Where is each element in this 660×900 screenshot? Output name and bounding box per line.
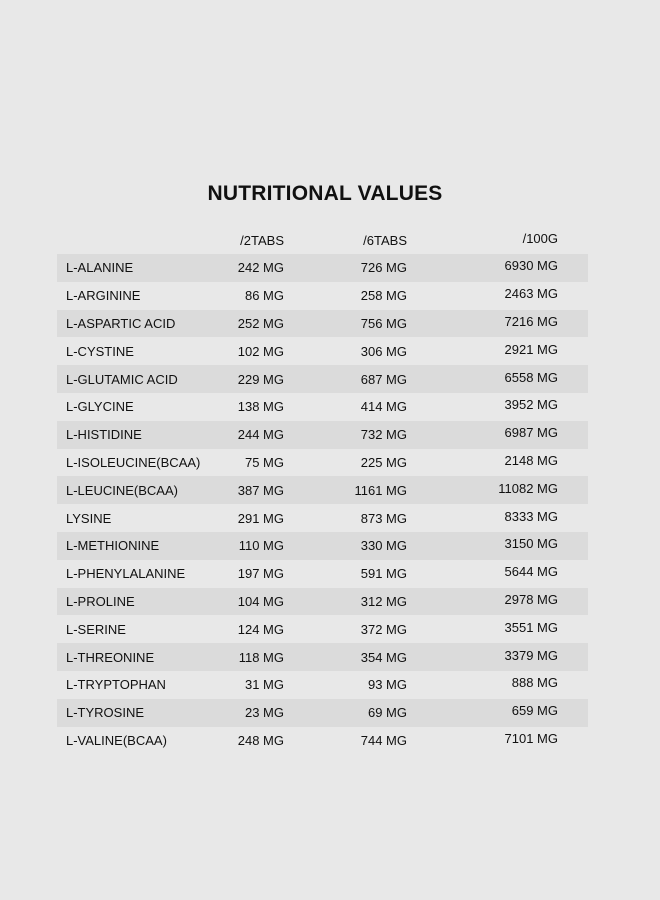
value-per-6-tabs: 69 MG xyxy=(367,705,407,721)
value-per-100g: 6558 MG xyxy=(504,369,558,385)
value-per-2-tabs: 252 MG xyxy=(237,315,284,331)
nutrient-name: L-GLYCINE xyxy=(66,399,134,415)
value-per-6-tabs: 687 MG xyxy=(360,371,407,387)
value-per-2-tabs: 31 MG xyxy=(244,677,284,693)
value-per-6-tabs: 258 MG xyxy=(360,288,407,304)
nutrient-name: L-ISOLEUCINE(BCAA) xyxy=(66,454,201,470)
value-per-6-tabs: 732 MG xyxy=(360,427,407,443)
nutrient-name: L-VALINE(BCAA) xyxy=(66,732,167,748)
nutrient-name: L-GLUTAMIC ACID xyxy=(66,371,178,387)
value-per-2-tabs: 248 MG xyxy=(237,732,284,748)
table-row xyxy=(57,699,588,727)
header-per-2-tabs: /2TABS xyxy=(240,232,284,248)
value-per-2-tabs: 23 MG xyxy=(244,705,284,721)
nutrition-table xyxy=(57,226,588,754)
value-per-100g: 7216 MG xyxy=(504,313,558,329)
nutrient-name: L-CYSTINE xyxy=(66,343,134,359)
page-title: NUTRITIONAL VALUES xyxy=(207,182,443,205)
nutrient-name: L-LEUCINE(BCAA) xyxy=(66,482,178,498)
value-per-2-tabs: 242 MG xyxy=(237,260,284,276)
table-row xyxy=(57,365,588,393)
table-row xyxy=(57,449,588,477)
table-body xyxy=(57,254,588,754)
value-per-6-tabs: 354 MG xyxy=(360,649,407,665)
nutrient-name: L-SERINE xyxy=(66,621,126,637)
table-row xyxy=(57,337,588,365)
header-per-100g: /100G xyxy=(522,230,558,246)
nutrient-name: L-THREONINE xyxy=(66,649,155,665)
nutrient-name: L-ASPARTIC ACID xyxy=(66,315,176,331)
nutrient-name: LYSINE xyxy=(66,510,112,526)
table-row xyxy=(57,421,588,449)
value-per-100g: 3551 MG xyxy=(504,619,558,635)
value-per-100g: 3379 MG xyxy=(504,647,558,663)
value-per-100g: 6987 MG xyxy=(504,425,558,441)
value-per-2-tabs: 197 MG xyxy=(237,566,284,582)
value-per-2-tabs: 75 MG xyxy=(244,454,284,470)
value-per-100g: 8333 MG xyxy=(504,508,558,524)
value-per-6-tabs: 312 MG xyxy=(360,593,407,609)
table-row xyxy=(57,588,588,616)
value-per-100g: 11082 MG xyxy=(498,480,558,496)
nutrient-name: L-ARGININE xyxy=(66,288,141,304)
value-per-100g: 5644 MG xyxy=(504,564,558,580)
value-per-100g: 888 MG xyxy=(511,675,558,691)
value-per-100g: 7101 MG xyxy=(504,730,558,746)
nutrient-name: L-TYROSINE xyxy=(66,705,145,721)
value-per-100g: 659 MG xyxy=(511,703,558,719)
value-per-100g: 2978 MG xyxy=(504,591,558,607)
value-per-6-tabs: 726 MG xyxy=(360,260,407,276)
table-row xyxy=(57,393,588,421)
table-row xyxy=(57,560,588,588)
value-per-6-tabs: 591 MG xyxy=(360,566,407,582)
value-per-6-tabs: 1161 MG xyxy=(354,482,407,498)
table-row xyxy=(57,727,588,755)
value-per-2-tabs: 102 MG xyxy=(237,343,284,359)
table-row xyxy=(57,310,588,338)
value-per-6-tabs: 414 MG xyxy=(360,399,407,415)
value-per-2-tabs: 118 MG xyxy=(238,649,284,665)
value-per-100g: 6930 MG xyxy=(504,258,558,274)
table-row xyxy=(57,643,588,671)
value-per-6-tabs: 873 MG xyxy=(360,510,407,526)
value-per-6-tabs: 744 MG xyxy=(360,732,407,748)
nutrient-name: L-HISTIDINE xyxy=(66,427,142,443)
value-per-2-tabs: 244 MG xyxy=(237,427,284,443)
value-per-2-tabs: 387 MG xyxy=(237,482,284,498)
header-per-6-tabs: /6TABS xyxy=(363,232,407,248)
value-per-100g: 2148 MG xyxy=(504,452,558,468)
value-per-6-tabs: 372 MG xyxy=(360,621,407,637)
value-per-2-tabs: 124 MG xyxy=(237,621,284,637)
table-row xyxy=(57,282,588,310)
table-row xyxy=(57,532,588,560)
value-per-2-tabs: 104 MG xyxy=(237,593,284,609)
value-per-2-tabs: 86 MG xyxy=(244,288,284,304)
nutrient-name: L-PHENYLALANINE xyxy=(66,566,186,582)
value-per-2-tabs: 291 MG xyxy=(237,510,284,526)
value-per-2-tabs: 229 MG xyxy=(237,371,284,387)
table-row xyxy=(57,476,588,504)
table-row xyxy=(57,615,588,643)
value-per-100g: 2921 MG xyxy=(504,341,558,357)
value-per-100g: 2463 MG xyxy=(504,286,558,302)
nutrient-name: L-ALANINE xyxy=(66,260,134,276)
table-header xyxy=(57,226,588,254)
nutrient-name: L-METHIONINE xyxy=(66,538,160,554)
value-per-2-tabs: 138 MG xyxy=(237,399,284,415)
value-per-6-tabs: 306 MG xyxy=(360,343,407,359)
table-row xyxy=(57,671,588,699)
nutrient-name: L-PROLINE xyxy=(66,593,135,609)
value-per-6-tabs: 225 MG xyxy=(360,454,407,470)
table-row xyxy=(57,504,588,532)
value-per-100g: 3150 MG xyxy=(504,536,558,552)
value-per-2-tabs: 110 MG xyxy=(238,538,284,554)
value-per-6-tabs: 330 MG xyxy=(360,538,407,554)
table-row xyxy=(57,254,588,282)
value-per-6-tabs: 756 MG xyxy=(360,315,407,331)
nutrient-name: L-TRYPTOPHAN xyxy=(66,677,166,693)
value-per-100g: 3952 MG xyxy=(504,397,558,413)
value-per-6-tabs: 93 MG xyxy=(367,677,407,693)
